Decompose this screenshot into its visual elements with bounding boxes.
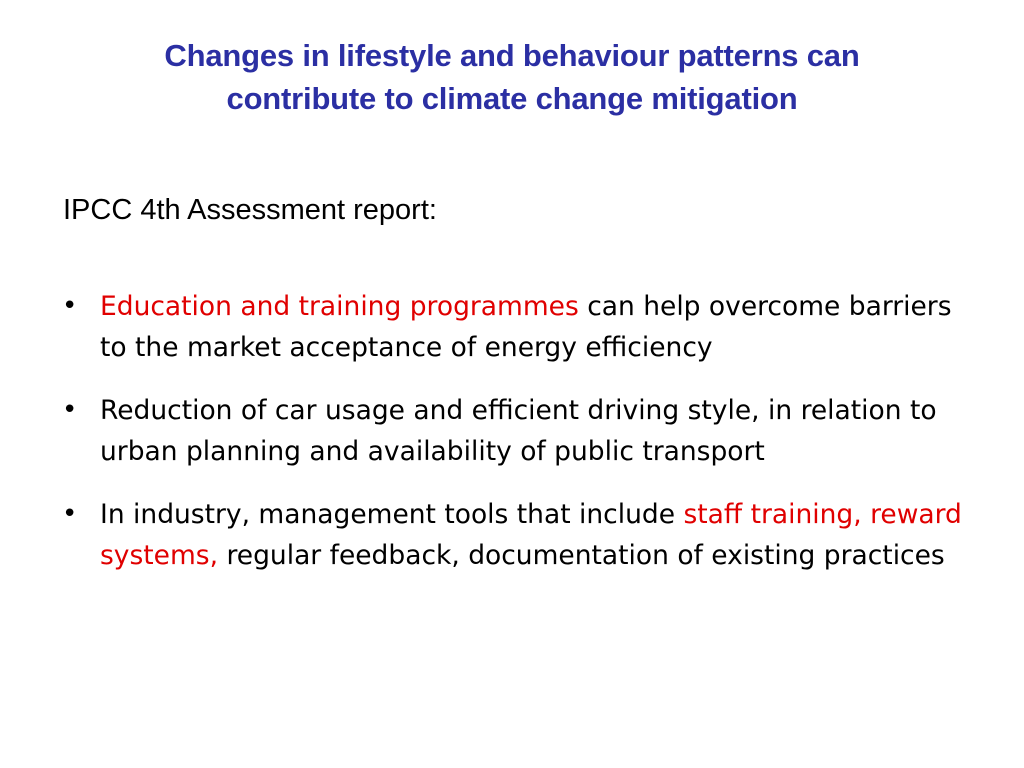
bullet-highlight: Education and training programmes bbox=[100, 291, 579, 322]
slide-title bbox=[60, 34, 964, 120]
bullet-icon: • bbox=[62, 395, 78, 425]
bullet-item-education bbox=[0, 286, 1024, 368]
title-line-2: contribute to climate change mitigation bbox=[226, 81, 798, 116]
bullet-item-car-usage bbox=[0, 390, 1024, 472]
bullet-text-lead: In industry, management tools that include bbox=[100, 499, 684, 530]
bullet-list bbox=[0, 286, 1024, 598]
bullet-item-industry bbox=[0, 494, 1024, 576]
title-line-1: Changes in lifestyle and behaviour patterns can bbox=[164, 38, 860, 73]
bullet-highlight: staff training, reward systems, bbox=[100, 499, 962, 571]
slide-subtitle: IPCC 4th Assessment report: bbox=[63, 194, 437, 226]
bullet-icon: • bbox=[62, 499, 78, 529]
bullet-text: can help overcome barriers to the market acceptance of energy efficiency bbox=[100, 291, 952, 363]
bullet-icon: • bbox=[62, 291, 78, 321]
bullet-text: regular feedback, documentation of existing practices bbox=[218, 540, 945, 571]
bullet-text: Reduction of car usage and efficient driving style, in relation to urban planning and availability of public transport bbox=[100, 395, 937, 467]
